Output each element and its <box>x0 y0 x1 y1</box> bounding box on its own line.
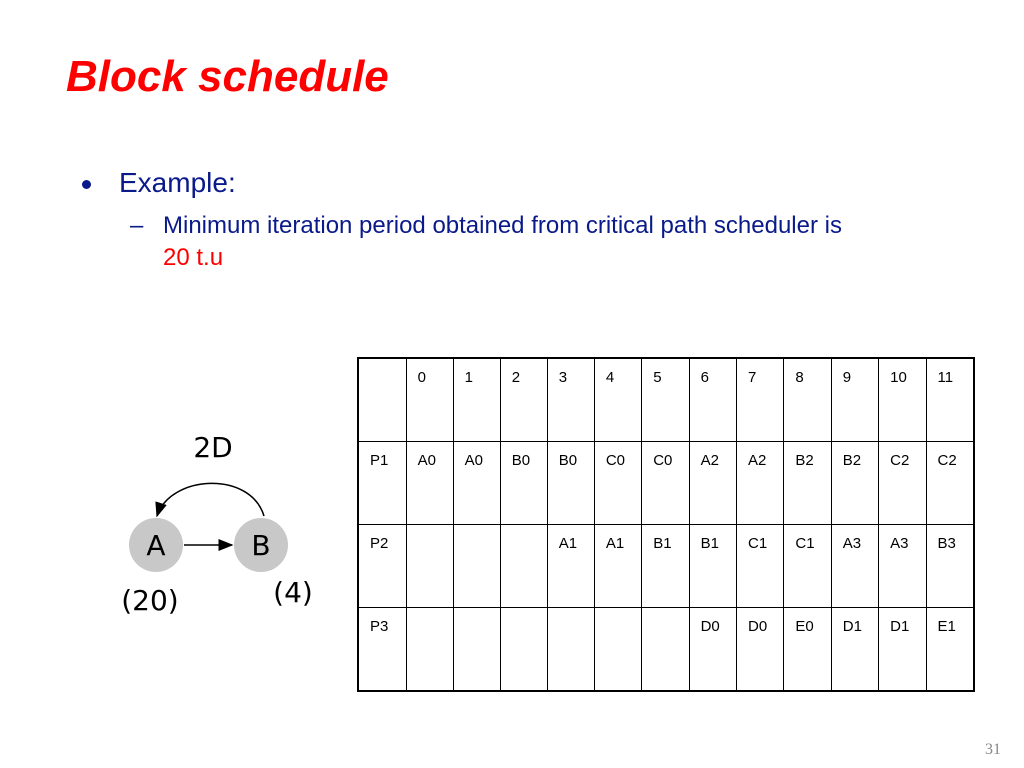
node-b-weight: (4) <box>273 576 313 609</box>
iteration-period-value: 20 t.u <box>163 244 224 271</box>
schedule-cell: A3 <box>831 525 878 608</box>
time-step-header: 0 <box>406 358 453 441</box>
corner-cell <box>358 358 406 441</box>
schedule-cell <box>500 525 547 608</box>
schedule-cell: C2 <box>879 441 926 524</box>
schedule-cell: E0 <box>784 608 831 691</box>
schedule-cell: A0 <box>453 441 500 524</box>
table-row <box>358 525 974 608</box>
schedule-cell: D1 <box>831 608 878 691</box>
schedule-cell: B1 <box>689 525 736 608</box>
schedule-cell <box>406 608 453 691</box>
node-a-weight: (20) <box>121 584 179 617</box>
time-step-header: 11 <box>926 358 974 441</box>
sub-bullet-text <box>163 210 843 274</box>
schedule-cell: B2 <box>831 441 878 524</box>
schedule-cell: B0 <box>500 441 547 524</box>
schedule-cell: A2 <box>689 441 736 524</box>
schedule-cell: D0 <box>689 608 736 691</box>
schedule-cell <box>453 608 500 691</box>
block-schedule-table <box>357 357 975 692</box>
table-header-row <box>358 358 974 441</box>
schedule-cell: A2 <box>736 441 783 524</box>
schedule-cell: C1 <box>736 525 783 608</box>
slide-title: Block schedule <box>66 52 389 101</box>
time-step-header: 2 <box>500 358 547 441</box>
schedule-cell <box>500 608 547 691</box>
time-step-header: 6 <box>689 358 736 441</box>
time-step-header: 8 <box>784 358 831 441</box>
time-step-header: 5 <box>642 358 689 441</box>
schedule-cell <box>453 525 500 608</box>
time-step-header: 3 <box>547 358 594 441</box>
processor-label: P3 <box>358 608 406 691</box>
schedule-cell: B1 <box>642 525 689 608</box>
schedule-cell: B2 <box>784 441 831 524</box>
bullet-dot-icon <box>82 180 91 189</box>
sub-bullet-dash: – <box>130 212 144 239</box>
schedule-cell <box>547 608 594 691</box>
node-b-label: B <box>251 529 271 562</box>
node-a-label: A <box>146 529 166 562</box>
page-number: 31 <box>985 741 1001 758</box>
time-step-header: 4 <box>594 358 641 441</box>
schedule-cell: C1 <box>784 525 831 608</box>
schedule-cell: C0 <box>642 441 689 524</box>
schedule-cell: D1 <box>879 608 926 691</box>
time-step-header: 9 <box>831 358 878 441</box>
schedule-cell: D0 <box>736 608 783 691</box>
schedule-cell: A0 <box>406 441 453 524</box>
bullet-example-text: Example: <box>119 167 236 198</box>
schedule-cell <box>642 608 689 691</box>
time-step-header: 1 <box>453 358 500 441</box>
time-step-header: 7 <box>736 358 783 441</box>
schedule-cell: B0 <box>547 441 594 524</box>
time-step-header: 10 <box>879 358 926 441</box>
processor-label: P1 <box>358 441 406 524</box>
table-row <box>358 441 974 524</box>
schedule-cell: A1 <box>594 525 641 608</box>
schedule-cell <box>594 608 641 691</box>
sub-bullet-body: Minimum iteration period obtained from critical path scheduler is <box>163 212 842 239</box>
delay-label: 2D <box>193 431 233 464</box>
table-row <box>358 608 974 691</box>
schedule-cell: A3 <box>879 525 926 608</box>
schedule-cell: E1 <box>926 608 974 691</box>
schedule-cell: C2 <box>926 441 974 524</box>
schedule-cell: B3 <box>926 525 974 608</box>
schedule-cell: A1 <box>547 525 594 608</box>
dataflow-graph <box>100 420 340 630</box>
schedule-cell: C0 <box>594 441 641 524</box>
processor-label: P2 <box>358 525 406 608</box>
schedule-cell <box>406 525 453 608</box>
feedback-edge-b-to-a <box>157 483 264 516</box>
